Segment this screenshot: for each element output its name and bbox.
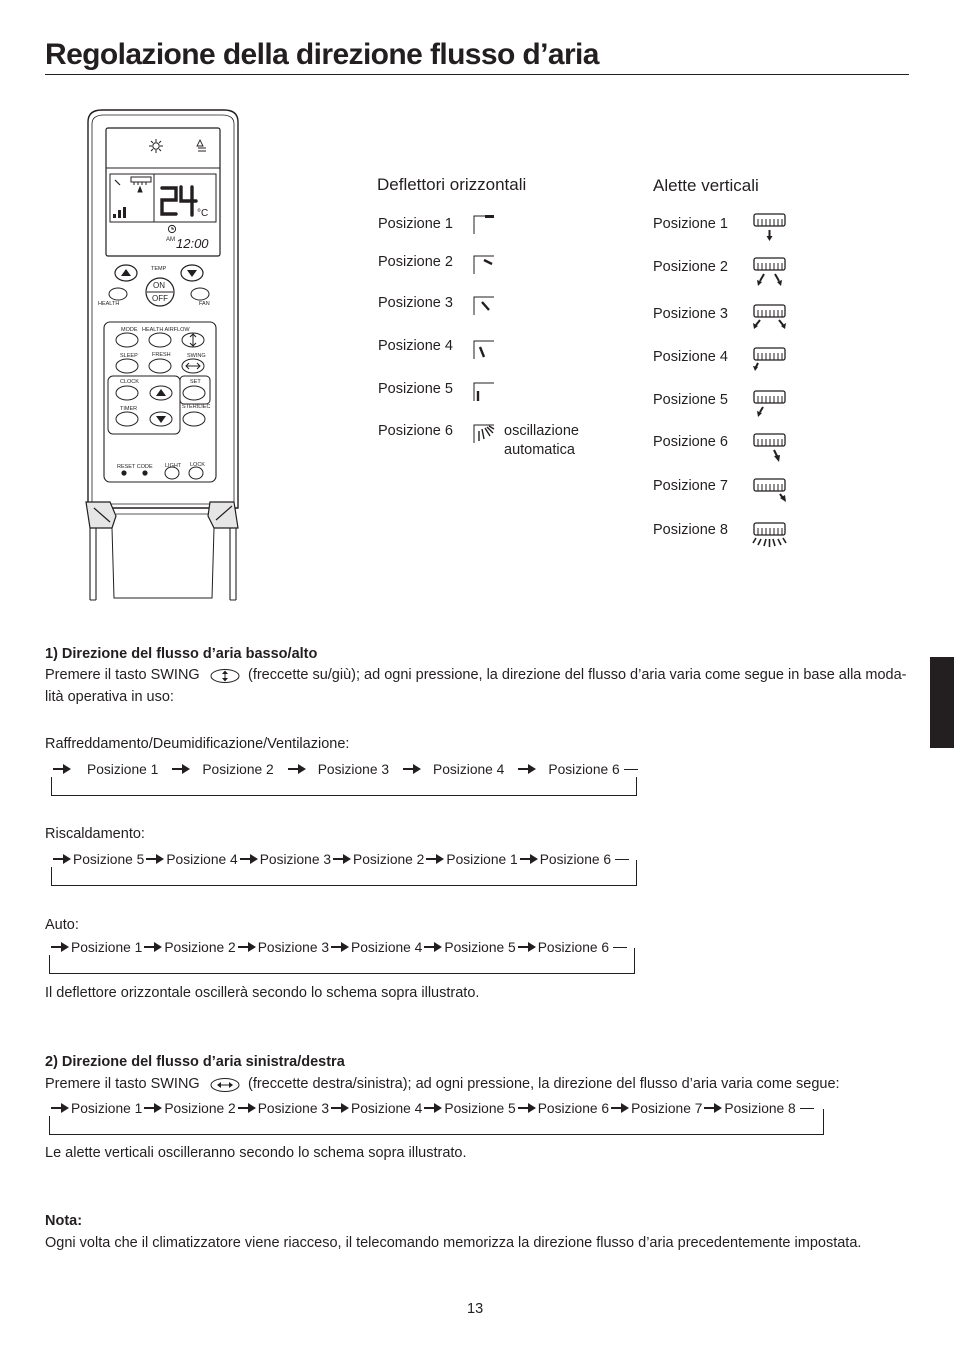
vertical-position-6: Posizione 6 <box>653 434 728 450</box>
vertical-heading: Alette verticali <box>653 176 759 195</box>
section1-text-line2: lità operativa in uso: <box>45 689 174 705</box>
cooling-flow-step: Posizione 3 <box>317 761 390 777</box>
auto-flow-step: Posizione 4 <box>351 939 423 955</box>
horizontal-position-1: Posizione 1 <box>378 216 453 232</box>
horizontal-position-5-icon <box>472 379 498 403</box>
louver-flow-step: Posizione 5 <box>444 1100 516 1116</box>
heating-flow-step: Posizione 3 <box>259 851 332 867</box>
remote-label-fan: FAN <box>199 301 210 307</box>
horizontal-position-3: Posizione 3 <box>378 295 453 311</box>
horizontal-position-4: Posizione 4 <box>378 338 453 354</box>
louver-flow <box>43 1095 824 1135</box>
section1-text-after: (freccette su/giù); ad ogni pressione, la direzione del flusso d’aria varia come segue in base alla moda- <box>248 667 907 683</box>
remote-label-temp: TEMP <box>151 266 167 272</box>
auto-flow-step: Posizione 6 <box>537 939 610 955</box>
horizontal-position-1-icon <box>472 212 498 236</box>
vertical-position-6-icon <box>752 432 788 464</box>
horizontal-auto-line1: oscillazione <box>504 423 579 439</box>
heating-flow-step: Posizione 5 <box>73 851 145 867</box>
louver-flow-step: Posizione 4 <box>351 1100 423 1116</box>
horizontal-heading: Deflettori orizzontali <box>377 175 527 194</box>
remote-label-clock: CLOCK <box>120 379 139 385</box>
cooling-flow <box>45 756 637 796</box>
vertical-position-4-icon <box>752 346 788 376</box>
heating-flow-step: Posizione 1 <box>446 851 518 867</box>
section1-note: Il deflettore orizzontale oscillerà secondo lo schema sopra illustrato. <box>45 985 480 1001</box>
nota-heading: Nota: <box>45 1213 83 1229</box>
auto-flow-step: Posizione 1 <box>71 939 143 955</box>
heating-flow-step: Posizione 6 <box>539 851 612 867</box>
vertical-position-5: Posizione 5 <box>653 392 728 408</box>
louver-flow-step: Posizione 6 <box>537 1100 610 1116</box>
auto-label: Auto: <box>45 917 79 933</box>
auto-flow <box>43 934 635 974</box>
auto-flow-step: Posizione 3 <box>257 939 330 955</box>
remote-label-reset-code: RESET CODE <box>117 464 153 470</box>
remote-label-timer: TIMER <box>120 406 138 412</box>
cooling-flow-step: Posizione 4 <box>433 761 505 777</box>
vertical-position-4: Posizione 4 <box>653 349 728 365</box>
swing-updown-icon <box>209 668 241 684</box>
remote-label-set: SET <box>190 379 201 385</box>
section2-heading: 2) Direzione del flusso d’aria sinistra/destra <box>45 1054 345 1070</box>
section1-heading: 1) Direzione del flusso d’aria basso/alto <box>45 646 318 662</box>
heating-flow-step: Posizione 2 <box>353 851 425 867</box>
vertical-position-7: Posizione 7 <box>653 478 728 494</box>
cooling-flow-step: Posizione 2 <box>202 761 274 777</box>
remote-label-fresh: FRESH <box>152 352 171 358</box>
horizontal-position-5: Posizione 5 <box>378 381 453 397</box>
vertical-position-3-icon <box>752 303 788 333</box>
remote-label-on: ON <box>153 281 165 290</box>
horizontal-position-3-icon <box>472 293 498 317</box>
section2-note: Le alette verticali oscilleranno secondo lo schema sopra illustrato. <box>45 1145 467 1161</box>
heating-flow <box>45 846 637 886</box>
arrow-icon <box>172 764 190 774</box>
louver-flow-step: Posizione 8 <box>724 1100 796 1116</box>
remote-label-light: LIGHT <box>165 463 182 469</box>
horizontal-position-4-icon <box>472 337 498 361</box>
page-number: 13 <box>467 1301 484 1317</box>
remote-label-swing: SWING <box>187 353 206 359</box>
cooling-flow-step: Posizione 6 <box>548 761 620 777</box>
vertical-position-7-icon <box>752 477 788 507</box>
nota-text: Ogni volta che il climatizzatore viene riacceso, il telecomando memorizza la direzione flusso d’aria precedentemente impostata. <box>45 1235 862 1251</box>
remote-label-health: HEALTH <box>98 301 120 307</box>
louver-flow-step: Posizione 7 <box>631 1100 703 1116</box>
cooling-flow-step: Posizione 1 <box>87 761 159 777</box>
remote-label-steriliec: STERILIEC <box>182 404 211 410</box>
louver-flow-step: Posizione 3 <box>257 1100 330 1116</box>
cooling-label: Raffreddamento/Deumidificazione/Ventilazione: <box>45 736 350 752</box>
vertical-position-8: Posizione 8 <box>653 522 728 538</box>
horizontal-position-2: Posizione 2 <box>378 254 453 270</box>
louver-flow-step: Posizione 2 <box>164 1100 236 1116</box>
swing-leftright-icon <box>209 1077 241 1093</box>
section2-text-before: Premere il tasto SWING <box>45 1076 200 1092</box>
cooling-flow-line <box>51 756 638 782</box>
auto-flow-step: Posizione 5 <box>444 939 516 955</box>
lcd-unit: °C <box>197 208 209 219</box>
heating-flow-line <box>51 846 629 872</box>
auto-flow-step: Posizione 2 <box>164 939 236 955</box>
remote-label-health-airflow: HEALTH AIRFLOW <box>142 327 190 333</box>
vertical-position-8-icon <box>752 521 788 551</box>
remote-label-off: OFF <box>152 294 168 303</box>
arrow-icon <box>518 764 536 774</box>
sun-icon <box>149 139 163 153</box>
arrow-icon <box>403 764 421 774</box>
side-tab-marker <box>930 657 954 748</box>
horizontal-position-2-icon <box>472 252 498 276</box>
vertical-position-5-icon <box>752 389 788 419</box>
arrow-icon <box>288 764 306 774</box>
vertical-position-2-icon <box>752 256 788 288</box>
section1-text-before: Premere il tasto SWING <box>45 667 200 683</box>
horizontal-position-6-icon <box>472 421 498 445</box>
horizontal-auto-line2: automatica <box>504 442 575 458</box>
heating-label: Riscaldamento: <box>45 826 145 842</box>
remote-label-lock: LOCK <box>190 462 205 468</box>
title-rule <box>45 74 909 75</box>
vertical-position-1: Posizione 1 <box>653 216 728 232</box>
arrow-icon <box>53 764 71 774</box>
louver-flow-step: Posizione 1 <box>71 1100 143 1116</box>
remote-label-mode: MODE <box>121 327 138 333</box>
section2-text-after: (freccette destra/sinistra); ad ogni pressione, la direzione del flusso d’aria varia come segue: <box>248 1076 840 1092</box>
remote-lcd-time: 12:00 <box>176 236 209 251</box>
vertical-position-2: Posizione 2 <box>653 259 728 275</box>
remote-label-sleep: SLEEP <box>120 353 138 359</box>
vertical-position-1-icon <box>752 212 788 242</box>
vertical-position-3: Posizione 3 <box>653 306 728 322</box>
horizontal-position-6: Posizione 6 <box>378 423 453 439</box>
auto-flow-line <box>49 934 627 960</box>
page-title: Regolazione della direzione flusso d’aria <box>45 38 599 71</box>
louver-flow-line <box>49 1095 814 1121</box>
remote-lcd-am: AM <box>166 237 175 243</box>
heating-flow-step: Posizione 4 <box>166 851 238 867</box>
